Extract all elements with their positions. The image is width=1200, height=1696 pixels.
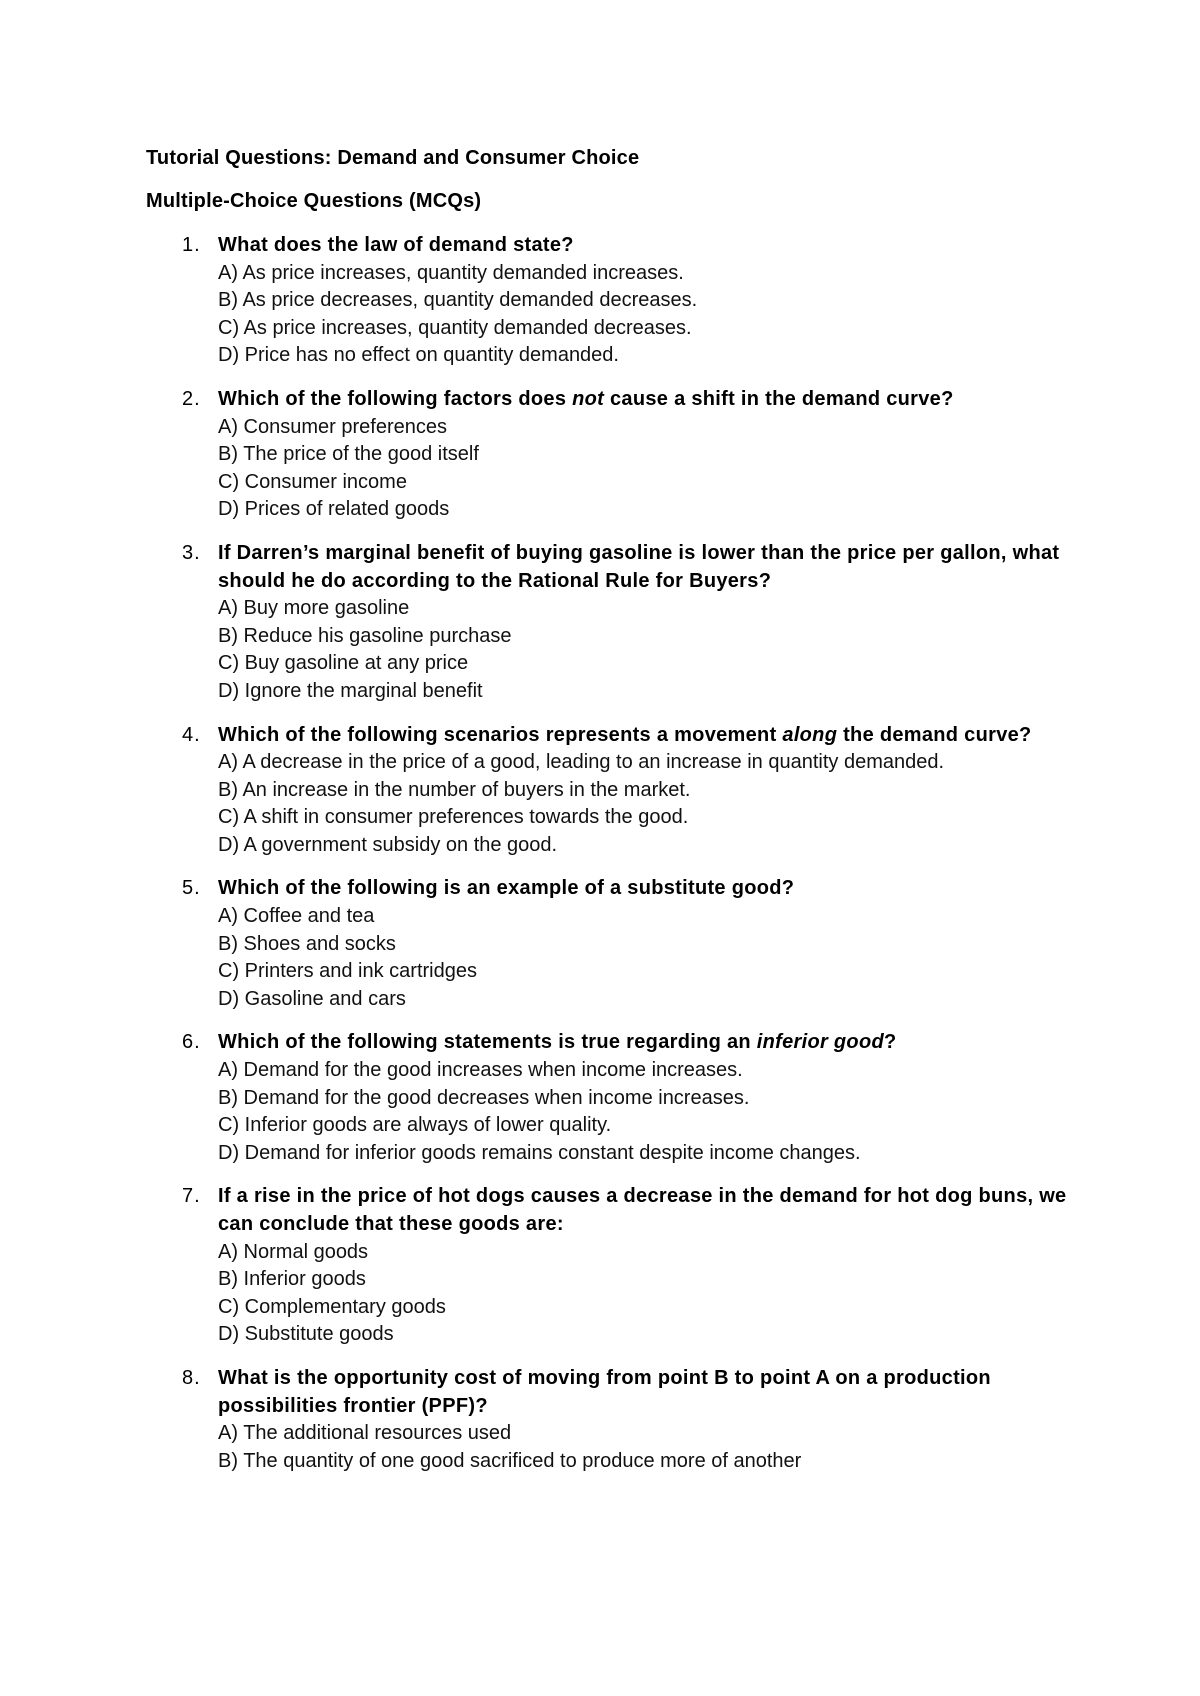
answer-option: A) As price increases, quantity demanded increases. xyxy=(218,261,684,284)
question-item xyxy=(146,875,1086,1013)
answer-option: A) Demand for the good increases when income increases. xyxy=(218,1059,743,1082)
answer-option: A) The additional resources used xyxy=(218,1422,512,1445)
answer-option: D) Ignore the marginal benefit xyxy=(218,679,483,702)
question-number: 8. xyxy=(182,1366,201,1389)
answer-option: B) An increase in the number of buyers in the market. xyxy=(218,778,691,801)
answer-option: B) The price of the good itself xyxy=(218,443,479,466)
question-text: Which of the following factors does not cause a shift in the demand curve? xyxy=(218,387,954,410)
question-text: What does the law of demand state? xyxy=(218,234,574,256)
answer-option: D) Prices of related goods xyxy=(218,498,450,521)
emphasis-text: along xyxy=(782,723,838,746)
question-number: 3. xyxy=(182,541,201,564)
question-number: 2. xyxy=(182,387,201,410)
answer-option: A) Consumer preferences xyxy=(218,415,447,438)
question-item xyxy=(146,386,1086,524)
question-number: 4. xyxy=(182,723,201,746)
answer-option: C) Complementary goods xyxy=(218,1295,446,1318)
section-title: Multiple-Choice Questions (MCQs) xyxy=(146,190,482,212)
answer-option: C) Buy gasoline at any price xyxy=(218,652,469,675)
question-item xyxy=(146,232,1086,370)
question-list xyxy=(146,232,1086,1491)
answer-option: D) Substitute goods xyxy=(218,1323,394,1346)
question-number: 1. xyxy=(182,234,201,256)
answer-option: A) Normal goods xyxy=(218,1240,369,1263)
question-item xyxy=(146,1183,1086,1349)
question-item xyxy=(146,540,1086,706)
answer-option: B) Demand for the good decreases when income increases. xyxy=(218,1086,750,1109)
question-text: Which of the following scenarios represents a movement along the demand curve? xyxy=(218,723,1032,746)
answer-option: B) Reduce his gasoline purchase xyxy=(218,624,512,647)
answer-option: C) Inferior goods are always of lower quality. xyxy=(218,1114,612,1137)
question-text: If a rise in the price of hot dogs causes a decrease in the demand for hot dog buns, we can conclude that these goods are: xyxy=(218,1185,1067,1235)
question-number: 7. xyxy=(182,1185,201,1208)
answer-option: A) Buy more gasoline xyxy=(218,597,410,620)
document-title: Tutorial Questions: Demand and Consumer Choice xyxy=(146,147,640,169)
answer-option: D) Gasoline and cars xyxy=(218,987,406,1010)
question-item xyxy=(146,722,1086,860)
question-text: Which of the following is an example of a substitute good? xyxy=(218,877,795,900)
question-item xyxy=(146,1029,1086,1167)
question-number: 5. xyxy=(182,877,201,900)
answer-option: B) As price decreases, quantity demanded decreases. xyxy=(218,289,698,312)
answer-option: A) Coffee and tea xyxy=(218,905,375,928)
answer-option: D) Price has no effect on quantity demanded. xyxy=(218,344,619,367)
answer-option: B) Inferior goods xyxy=(218,1268,366,1291)
answer-option: B) The quantity of one good sacrificed to produce more of another xyxy=(218,1449,802,1472)
question-number: 6. xyxy=(182,1031,201,1054)
question-text: Which of the following statements is true regarding an inferior good? xyxy=(218,1031,897,1054)
answer-option: B) Shoes and socks xyxy=(218,932,396,955)
answer-option: C) A shift in consumer preferences towards the good. xyxy=(218,806,689,829)
question-item xyxy=(146,1365,1086,1475)
answer-option: D) Demand for inferior goods remains constant despite income changes. xyxy=(218,1141,861,1164)
answer-option: A) A decrease in the price of a good, leading to an increase in quantity demanded. xyxy=(218,751,945,774)
question-text: If Darren’s marginal benefit of buying gasoline is lower than the price per gallon, what should he do according to the Rational Rule for Buyers? xyxy=(218,541,1060,592)
answer-option: D) A government subsidy on the good. xyxy=(218,833,558,856)
emphasis-text: inferior good xyxy=(756,1031,884,1054)
answer-option: C) Consumer income xyxy=(218,470,407,493)
answer-option: C) As price increases, quantity demanded decreases. xyxy=(218,316,692,339)
answer-option: C) Printers and ink cartridges xyxy=(218,960,477,983)
question-text: What is the opportunity cost of moving from point B to point A on a production possibilities frontier (PPF)? xyxy=(218,1366,991,1417)
emphasis-text: not xyxy=(572,387,605,410)
